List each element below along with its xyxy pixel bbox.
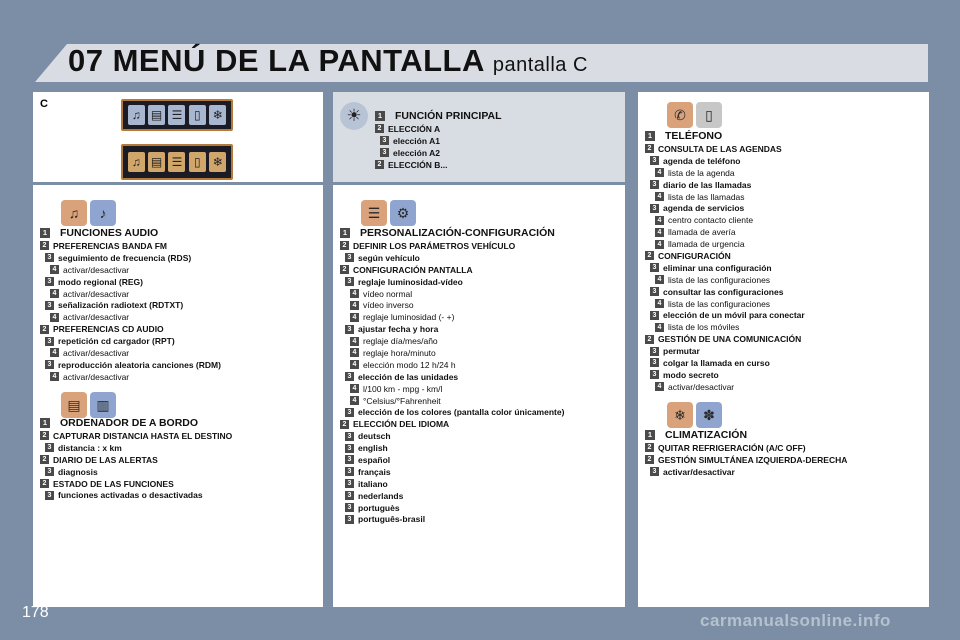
- menu-item: [645, 428, 847, 442]
- menu-item: [40, 323, 221, 335]
- menu-item-label: CONSULTA DE LAS AGENDAS: [658, 143, 782, 154]
- level-badge: 4: [655, 228, 664, 237]
- level-badge: 4: [655, 275, 664, 284]
- level-badge: 2: [340, 420, 349, 429]
- level-badge: 4: [350, 289, 359, 298]
- menu-item-label: FUNCIÓN PRINCIPAL: [395, 110, 502, 122]
- menu-item: [340, 335, 564, 347]
- menu-item-label: activar/desactivar: [63, 312, 130, 323]
- menu-item-label: activar/desactivar: [668, 381, 735, 392]
- menu-item: [340, 240, 564, 252]
- menu-item: [645, 274, 805, 286]
- level-badge: 4: [350, 396, 359, 405]
- menu-item: [340, 442, 564, 454]
- level-badge: 3: [345, 253, 354, 262]
- settings-icon: ☰: [168, 105, 185, 125]
- menu-item: [340, 264, 564, 276]
- level-badge: 4: [50, 265, 59, 274]
- menu-item-label: ELECCIÓN A: [388, 123, 441, 134]
- menu-item: [645, 381, 805, 393]
- phone-screen-icon: ▯: [696, 102, 722, 128]
- menu-item: [40, 454, 232, 466]
- menu-item-label: reglaje luminosidad-vídeo: [358, 276, 463, 287]
- menu-item-label: ELECCIÓN B...: [388, 159, 448, 170]
- menu-item-label: deutsch: [358, 431, 391, 442]
- menu-item: [340, 454, 564, 466]
- menu-item-label: CAPTURAR DISTANCIA HASTA EL DESTINO: [53, 430, 233, 441]
- menu-item-label: CLIMATIZACIÓN: [665, 429, 748, 441]
- level-badge: 4: [350, 337, 359, 346]
- menu-item: [340, 299, 564, 311]
- menu-item-label: português-brasil: [358, 514, 426, 525]
- level-badge: 3: [650, 358, 659, 367]
- menu-item: [40, 252, 221, 264]
- level-badge: 3: [345, 277, 354, 286]
- level-badge: 3: [345, 444, 354, 453]
- level-badge: 2: [645, 455, 654, 464]
- level-badge: 2: [375, 124, 384, 133]
- level-badge: 1: [645, 131, 655, 141]
- level-badge: 3: [650, 370, 659, 379]
- level-badge: 1: [40, 418, 50, 428]
- menu-item-label: nederlands: [358, 490, 404, 501]
- menu-item: [645, 357, 805, 369]
- computer-icon: ▤: [148, 105, 165, 125]
- menu-item-label: TELÉFONO: [665, 130, 723, 142]
- menu-item: [645, 442, 847, 454]
- title-sub: pantalla C: [492, 54, 588, 76]
- level-badge: 3: [345, 432, 354, 441]
- level-badge: 3: [45, 337, 54, 346]
- menu-item-label: consultar las configuraciones: [663, 286, 784, 297]
- level-badge: 3: [45, 443, 54, 452]
- menu-item-label: vídeo inverso: [363, 300, 414, 311]
- menu-item-label: ajustar fecha y hora: [358, 324, 439, 335]
- menu-telephone: [645, 129, 805, 393]
- menu-item-label: DEFINIR LOS PARÁMETROS VEHÍCULO: [353, 240, 516, 251]
- brightness-icon: ☀: [340, 102, 368, 130]
- menu-item: [375, 135, 502, 147]
- menu-item: [40, 466, 232, 478]
- menu-item-label: vídeo normal: [363, 288, 413, 299]
- level-badge: 3: [650, 263, 659, 272]
- menu-item-label: elección A2: [393, 147, 440, 158]
- level-badge: 4: [655, 382, 664, 391]
- menu-item: [645, 202, 805, 214]
- menu-item: [645, 466, 847, 478]
- menu-item-label: CONFIGURACIÓN PANTALLA: [353, 264, 473, 275]
- climate-icon: ❄: [209, 105, 226, 125]
- phone-icon: ▯: [189, 152, 206, 172]
- level-badge: 2: [645, 144, 654, 153]
- menu-item: [40, 226, 221, 240]
- level-badge: 4: [50, 372, 59, 381]
- level-badge: 2: [645, 335, 654, 344]
- menu-item-label: elección modo 12 h/24 h: [363, 359, 456, 370]
- settings-icon: ☰: [168, 152, 185, 172]
- level-badge: 3: [45, 253, 54, 262]
- menu-item-label: english: [358, 443, 388, 454]
- level-badge: 4: [50, 313, 59, 322]
- phone-icon: ▯: [189, 105, 206, 125]
- menu-computer: [40, 416, 232, 501]
- level-badge: 4: [655, 323, 664, 332]
- menu-item: [40, 347, 221, 359]
- menu-item-label: activar/desactivar: [663, 466, 735, 477]
- settings-screen-icon: ⚙: [390, 200, 416, 226]
- screen-c-bottom-menu: [121, 144, 233, 180]
- menu-item-label: colgar la llamada en curso: [663, 357, 770, 368]
- level-badge: 4: [655, 168, 664, 177]
- menu-item: [40, 359, 221, 371]
- level-badge: 4: [350, 360, 359, 369]
- level-badge: 3: [45, 491, 54, 500]
- menu-item-label: ELECCIÓN DEL IDIOMA: [353, 419, 450, 430]
- menu-item: [40, 288, 221, 300]
- menu-item-label: l/100 km - mpg - km/l: [363, 383, 443, 394]
- level-badge: 3: [345, 491, 354, 500]
- computer-icon: ▤: [61, 392, 87, 418]
- menu-item: [645, 333, 805, 345]
- level-badge: 3: [650, 156, 659, 165]
- menu-item: [645, 369, 805, 381]
- menu-personalization: [340, 226, 564, 525]
- level-badge: 4: [350, 348, 359, 357]
- menu-item-label: reproducción aleatoria canciones (RDM): [58, 359, 221, 370]
- phone-icon: ✆: [667, 102, 693, 128]
- level-badge: 4: [50, 348, 59, 357]
- menu-climate: [645, 428, 847, 478]
- audio-icon: ♫: [128, 152, 145, 172]
- menu-item-label: activar/desactivar: [63, 347, 130, 358]
- menu-item: [40, 442, 232, 454]
- level-badge: 3: [380, 136, 389, 145]
- level-badge: 3: [345, 455, 354, 464]
- menu-item: [340, 288, 564, 300]
- menu-item: [340, 490, 564, 502]
- level-badge: 2: [340, 241, 349, 250]
- level-badge: 2: [40, 479, 49, 488]
- level-badge: 3: [345, 408, 354, 417]
- menu-item-label: PREFERENCIAS BANDA FM: [53, 240, 167, 251]
- menu-item-label: seguimiento de frecuencia (RDS): [58, 252, 192, 263]
- menu-item-label: FUNCIONES AUDIO: [60, 227, 159, 239]
- level-badge: 3: [345, 479, 354, 488]
- menu-item: [340, 323, 564, 335]
- menu-item-label: permutar: [663, 346, 700, 357]
- menu-item: [340, 502, 564, 514]
- menu-item: [645, 191, 805, 203]
- menu-item: [645, 214, 805, 226]
- menu-item-label: distancia : x km: [58, 442, 122, 453]
- menu-item: [340, 252, 564, 264]
- menu-item: [40, 489, 232, 501]
- menu-item-label: italiano: [358, 478, 388, 489]
- level-badge: 3: [650, 347, 659, 356]
- title-main: 07 MENÚ DE LA PANTALLA: [68, 43, 484, 78]
- menu-item: [40, 264, 221, 276]
- watermark: carmanualsonline.info: [700, 611, 891, 630]
- menu-item: [340, 276, 564, 288]
- menu-item: [645, 167, 805, 179]
- menu-item: [645, 129, 805, 143]
- menu-item-label: modo secreto: [663, 369, 719, 380]
- level-badge: 4: [655, 192, 664, 201]
- menu-item-label: lista de las configuraciones: [668, 298, 771, 309]
- page-number: 178: [22, 604, 49, 621]
- menu-item-label: elección de los colores (pantalla color únicamente): [358, 407, 565, 418]
- level-badge: 4: [50, 289, 59, 298]
- menu-item: [340, 478, 564, 490]
- menu-item: [645, 262, 805, 274]
- level-badge: 4: [350, 301, 359, 310]
- menu-item: [645, 155, 805, 167]
- menu-item: [375, 109, 502, 123]
- menu-item: [340, 359, 564, 371]
- menu-item: [645, 298, 805, 310]
- level-badge: 3: [45, 360, 54, 369]
- level-badge: 2: [340, 265, 349, 274]
- level-badge: 3: [345, 372, 354, 381]
- menu-item-label: lista de las llamadas: [668, 191, 745, 202]
- menu-main-function: [375, 109, 502, 171]
- menu-item-label: diario de las llamadas: [663, 179, 752, 190]
- menu-item-label: activar/desactivar: [63, 288, 130, 299]
- settings-icon: ☰: [361, 200, 387, 226]
- menu-item: [645, 345, 805, 357]
- menu-item-label: repetición cd cargador (RPT): [58, 336, 175, 347]
- menu-item-label: reglaje luminosidad (- +): [363, 312, 455, 323]
- menu-item: [340, 347, 564, 359]
- menu-item-label: CONFIGURACIÓN: [658, 250, 731, 261]
- computer-screen-icon: ▥: [90, 392, 116, 418]
- menu-item: [375, 147, 502, 159]
- level-badge: 2: [40, 241, 49, 250]
- level-badge: 1: [40, 228, 50, 238]
- menu-item: [645, 286, 805, 298]
- menu-item-label: QUITAR REFRIGERACIÓN (A/C OFF): [658, 442, 806, 453]
- menu-item-label: DIARIO DE LAS ALERTAS: [53, 454, 158, 465]
- menu-item-label: elección A1: [393, 135, 440, 146]
- level-badge: 3: [650, 287, 659, 296]
- menu-item: [40, 416, 232, 430]
- level-badge: 4: [655, 299, 664, 308]
- level-badge: 2: [645, 251, 654, 260]
- menu-item-label: reglaje hora/minuto: [363, 347, 436, 358]
- menu-item: [340, 418, 564, 430]
- level-badge: 3: [45, 301, 54, 310]
- menu-item-label: activar/desactivar: [63, 264, 130, 275]
- menu-item: [645, 250, 805, 262]
- level-badge: 2: [40, 325, 49, 334]
- menu-item-label: centro contacto cliente: [668, 215, 754, 226]
- menu-item: [40, 311, 221, 323]
- menu-item: [375, 123, 502, 135]
- level-badge: 3: [650, 467, 659, 476]
- menu-item-label: GESTIÓN SIMULTÁNEA IZQUIERDA-DERECHA: [658, 454, 848, 465]
- menu-item: [340, 371, 564, 383]
- menu-item-label: lista de los móviles: [668, 322, 740, 333]
- menu-item: [40, 478, 232, 490]
- menu-item-label: ORDENADOR DE A BORDO: [60, 417, 199, 429]
- menu-item: [40, 299, 221, 311]
- level-badge: 3: [345, 325, 354, 334]
- audio-screen-icon: ♪: [90, 200, 116, 226]
- menu-item: [40, 335, 221, 347]
- level-badge: 3: [45, 467, 54, 476]
- level-badge: 2: [40, 431, 49, 440]
- menu-item-label: GESTIÓN DE UNA COMUNICACIÓN: [658, 334, 802, 345]
- menu-item-label: funciones activadas o desactivadas: [58, 490, 203, 501]
- menu-item-label: modo regional (REG): [58, 276, 143, 287]
- menu-item-label: lista de las configuraciones: [668, 274, 771, 285]
- menu-item: [645, 143, 805, 155]
- screen-label: C: [40, 98, 48, 110]
- level-badge: 1: [645, 430, 655, 440]
- screen-c-top-menu: [121, 99, 233, 131]
- menu-item-label: elección de un móvil para conectar: [663, 310, 805, 321]
- menu-item: [340, 406, 564, 418]
- menu-item-label: PERSONALIZACIÓN-CONFIGURACIÓN: [360, 227, 555, 239]
- menu-item-label: °Celsius/°Fahrenheit: [363, 395, 441, 406]
- menu-item-label: activar/desactivar: [63, 371, 130, 382]
- level-badge: 3: [45, 277, 54, 286]
- menu-item: [340, 513, 564, 525]
- climate-icon: ❄: [209, 152, 226, 172]
- menu-item-label: agenda de servicios: [663, 203, 745, 214]
- audio-icon: ♫: [61, 200, 87, 226]
- menu-audio: [40, 226, 221, 383]
- menu-item-label: señalización radiotext (RDTXT): [58, 300, 184, 311]
- menu-item-label: llamada de avería: [668, 227, 736, 238]
- menu-item: [645, 179, 805, 191]
- menu-item: [375, 159, 502, 171]
- menu-item: [645, 238, 805, 250]
- menu-item: [645, 321, 805, 333]
- level-badge: 4: [655, 216, 664, 225]
- climate-screen-icon: ✽: [696, 402, 722, 428]
- menu-item: [340, 395, 564, 407]
- level-badge: 2: [40, 455, 49, 464]
- audio-icon: ♫: [128, 105, 145, 125]
- menu-item-label: reglaje día/mes/año: [363, 336, 438, 347]
- level-badge: 3: [650, 180, 659, 189]
- menu-item-label: ESTADO DE LAS FUNCIONES: [53, 478, 174, 489]
- level-badge: 2: [375, 160, 384, 169]
- menu-item: [340, 311, 564, 323]
- level-badge: 3: [345, 515, 354, 524]
- level-badge: 4: [350, 384, 359, 393]
- level-badge: 4: [655, 240, 664, 249]
- level-badge: 3: [380, 148, 389, 157]
- menu-item: [40, 371, 221, 383]
- menu-item-label: eliminar una configuración: [663, 262, 772, 273]
- level-badge: 3: [650, 204, 659, 213]
- menu-item-label: lista de la agenda: [668, 167, 735, 178]
- menu-item-label: diagnosis: [58, 466, 98, 477]
- page-title: [68, 43, 588, 83]
- menu-item: [40, 276, 221, 288]
- level-badge: 3: [345, 467, 354, 476]
- menu-item: [645, 309, 805, 321]
- menu-item-label: portuguès: [358, 502, 400, 513]
- computer-icon: ▤: [148, 152, 165, 172]
- level-badge: 3: [650, 311, 659, 320]
- menu-item: [645, 226, 805, 238]
- climate-icon: ❄: [667, 402, 693, 428]
- level-badge: 1: [340, 228, 350, 238]
- menu-item: [40, 430, 232, 442]
- level-badge: 4: [350, 313, 359, 322]
- menu-item-label: agenda de teléfono: [663, 155, 741, 166]
- menu-item-label: español: [358, 454, 391, 465]
- menu-item: [645, 454, 847, 466]
- menu-item: [340, 383, 564, 395]
- level-badge: 3: [345, 503, 354, 512]
- menu-item-label: llamada de urgencia: [668, 239, 745, 250]
- menu-item-label: français: [358, 466, 391, 477]
- menu-item: [340, 226, 564, 240]
- menu-item: [40, 240, 221, 252]
- menu-item-label: según vehículo: [358, 252, 420, 263]
- menu-item: [340, 466, 564, 478]
- menu-item-label: PREFERENCIAS CD AUDIO: [53, 324, 164, 335]
- menu-item: [340, 430, 564, 442]
- level-badge: 2: [645, 443, 654, 452]
- menu-item-label: elección de las unidades: [358, 371, 459, 382]
- level-badge: 1: [375, 111, 385, 121]
